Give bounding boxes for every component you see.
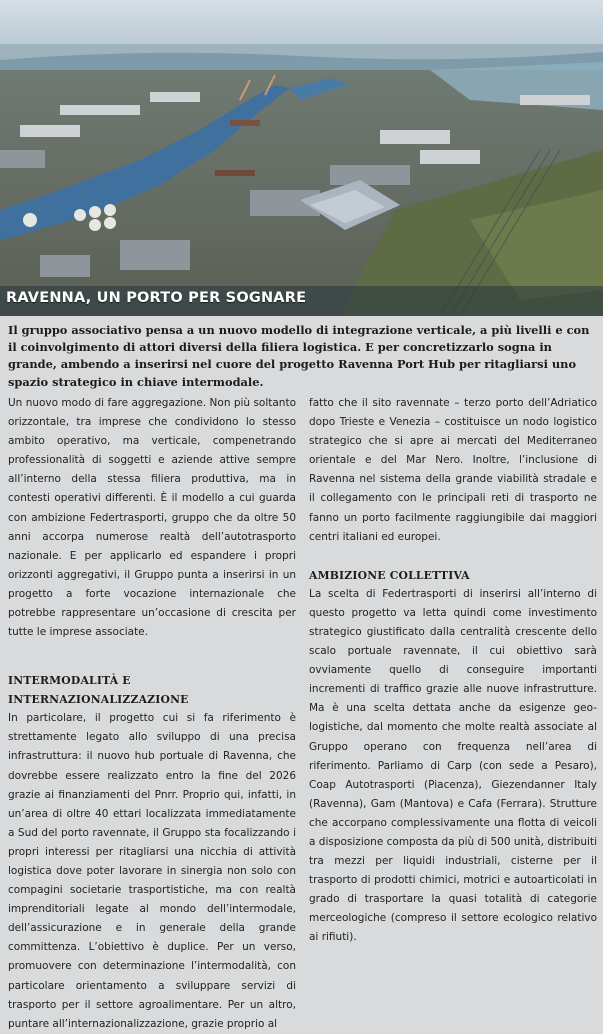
article-title: RAVENNA, UN PORTO PER SOGNARE (6, 290, 307, 306)
aerial-port-illustration (0, 0, 603, 316)
hero-photo (0, 0, 603, 316)
subhead-ambizione: AMBIZIONE COLLETTIVA (309, 568, 470, 582)
article-lead: Il gruppo associativo pensa a un nuovo modello di integrazione verticale, a più livelli e con il coinvolgimento di attori diversi della filiera logistica. E per concretizzarlo sogna in grande, ambendo a inserirsi nel cuore del progetto Ravenna Port Hub per ritagliarsi uno spazio strategico in chiave intermodale. (8, 323, 590, 389)
body-paragraph-intermodalita: In particolare, il progetto cui si fa riferimento è strettamente legato allo sviluppo di una precisa infrastruttura: il nuovo hub portuale di Ravenna, che dovrebbe essere realizzato entro la fine del 2026 grazie ai finanziamenti del Pnrr. Proprio qui, infatti, in un’area di oltre 40 ettari localizzata immediatamente a Sud del porto ravennate, il Gruppo sta focalizzando i propri interessi per ritagliarsi una nicchia di attività logistica dove poter lavorare in sinergia non solo con compagini societarie trasportistiche, ma con realtà imprenditoriali legate al mondo dell’intermodale, dell’assicurazione e in generale della grande committenza. L’obiettivo è duplice. Per un verso, promuovere con determinazione l’intermodalità, con particolare orientamento a sviluppare servizi di trasporto per il settore agroalimentare. Per un altro, puntare all’internazionalizzazione, grazie proprio al (8, 712, 296, 1030)
subhead-intermodalita: INTERMODALITÀ E INTERNAZIONALIZZAZIONE (8, 674, 189, 707)
intro-paragraph: Un nuovo modo di fare aggregazione. Non più soltanto orizzontale, tra imprese che condividono lo stesso ambito operativo, ma verticale, compenetrando professionalità di soggetti e aziende attive sempre all’interno della stessa filiera produttiva, ma in contesti operativi differenti. È il modello a cui guarda con ambizione Federtrasporti, gruppo che da oltre 50 anni accorpa numerose realtà dell’autotrasporto nazionale. E per applicarlo ed espandere i propri orizzonti aggregativi, il Gruppo punta a inserirsi in un progetto a forte vocazione internazionale che potrebbe rappresentare un’occasione di crescita per tutte le imprese associate. (8, 397, 296, 639)
continuation-paragraph: fatto che il sito ravennate – terzo porto dell’Adriatico dopo Trieste e Venezia – costituisce un nodo logistico strategico che si apre ai mercati del Mediterraneo orientale e del Mar Nero. Inoltre, l’inclusione di Ravenna nel sistema della grande viabilità stradale e il collegamento con le principali reti di trasporto ne fanno un porto facilmente raggiungibile dai maggiori centri italiani ed europei. (309, 397, 597, 543)
left-column (8, 394, 296, 1034)
body-paragraph-ambizione: La scelta di Federtrasporti di inserirsi all’interno di questo progetto va letta quindi come investimento strategico giustificato dalla centralità crescente dello scalo portuale ravennate, il cui obiettivo sarà ovviamente quello di conseguire importanti incrementi di traffico grazie alle nuove infrastrutture. Ma è una scelta dettata anche da esigenze geo-logistiche, dal momento che molte realtà associate al Gruppo operano con frequenza nell’area di riferimento. Parliamo di Carp (con sede a Pesaro), Coap Autotrasporti (Piacenza), Giezendanner Italy (Ravenna), Gam (Mantova) e Cafa (Ferrara). Strutture che accorpano complessivamente una flotta di veicoli a disposizione composta da più di 500 unità, distribuiti tra mezzi per liquidi industriali, cisterne per il trasporto di prodotti chimici, motrici e autoarticolati in grado di trasportare la quasi totalità di categorie merceologiche (compreso il settore ecologico relativo ai rifiuti). (309, 587, 597, 944)
right-column (309, 394, 597, 948)
